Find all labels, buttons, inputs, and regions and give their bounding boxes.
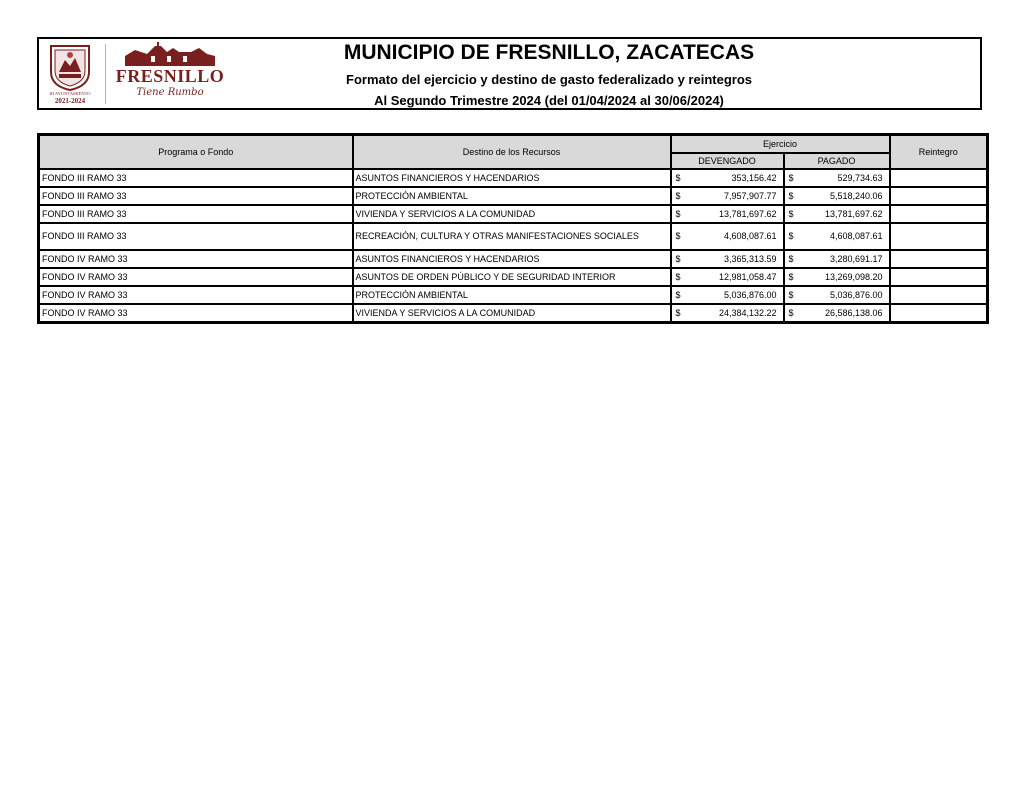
expenditure-table [37, 133, 989, 324]
cell-accrued [671, 169, 784, 187]
cell-destination: PROTECCIÓN AMBIENTAL [353, 187, 671, 205]
table-row [39, 304, 988, 323]
currency-symbol: $ [675, 190, 681, 201]
cell-program: FONDO IV RAMO 33 [39, 250, 353, 268]
cell-paid [784, 286, 890, 304]
table-row [39, 250, 988, 268]
currency-symbol: $ [675, 208, 681, 219]
paid-amount: 529,734.63 [837, 172, 883, 183]
currency-symbol: $ [675, 172, 681, 183]
cell-accrued [671, 304, 784, 323]
cell-program: FONDO IV RAMO 33 [39, 286, 353, 304]
accrued-amount: 3,365,313.59 [723, 253, 777, 264]
table-row [39, 223, 988, 250]
cell-program: FONDO III RAMO 33 [39, 223, 353, 250]
accrued-amount: 13,781,697.62 [718, 208, 777, 219]
col-header-program: Programa o Fondo [39, 135, 353, 169]
cell-paid [784, 205, 890, 223]
cell-refund [890, 187, 988, 205]
table-row [39, 169, 988, 187]
cell-refund [890, 169, 988, 187]
currency-symbol: $ [675, 271, 681, 282]
accrued-amount: 7,957,907.77 [723, 190, 777, 201]
logo-divider [105, 44, 106, 104]
cell-paid [784, 304, 890, 323]
municipal-seal-logo [45, 42, 95, 106]
logo-title: FRESNILLO [115, 66, 225, 86]
cell-program: FONDO IV RAMO 33 [39, 304, 353, 323]
cell-accrued [671, 223, 784, 250]
col-header-refund: Reintegro [890, 135, 988, 169]
cell-paid [784, 268, 890, 286]
currency-symbol: $ [788, 289, 794, 300]
cell-program: FONDO III RAMO 33 [39, 205, 353, 223]
currency-symbol: $ [675, 307, 681, 318]
cell-refund [890, 304, 988, 323]
cell-refund [890, 223, 988, 250]
cell-accrued [671, 286, 784, 304]
currency-symbol: $ [675, 231, 681, 241]
church-skyline-icon [111, 42, 229, 68]
cell-program: FONDO IV RAMO 33 [39, 268, 353, 286]
paid-amount: 13,269,098.20 [824, 271, 883, 282]
currency-symbol: $ [788, 271, 794, 282]
cell-paid [784, 223, 890, 250]
paid-amount: 13,781,697.62 [824, 208, 883, 219]
paid-amount: 3,280,691.17 [829, 253, 883, 264]
cell-paid [784, 187, 890, 205]
cell-refund [890, 250, 988, 268]
accrued-amount: 353,156.42 [731, 172, 777, 183]
cell-accrued [671, 205, 784, 223]
cell-destination: ASUNTOS DE ORDEN PÚBLICO Y DE SEGURIDAD INTERIOR [353, 268, 671, 286]
cell-refund [890, 205, 988, 223]
cell-destination: VIVIENDA Y SERVICIOS A LA COMUNIDAD [353, 205, 671, 223]
table-row [39, 187, 988, 205]
currency-symbol: $ [788, 307, 794, 318]
table-body [39, 169, 988, 323]
currency-symbol: $ [788, 231, 794, 241]
currency-symbol: $ [675, 289, 681, 300]
page-subtitle: Formato del ejercicio y destino de gasto federalizado y reintegros [346, 72, 752, 87]
cell-program: FONDO III RAMO 33 [39, 187, 353, 205]
table-row [39, 268, 988, 286]
cell-accrued [671, 250, 784, 268]
col-header-destination: Destino de los Recursos [353, 135, 671, 169]
seal-line-2: 2021-2024 [54, 97, 86, 105]
accrued-amount: 4,608,087.61 [723, 231, 777, 241]
currency-symbol: $ [788, 190, 794, 201]
currency-symbol: $ [675, 253, 681, 264]
fresnillo-logo [111, 42, 229, 108]
document-header [37, 37, 982, 110]
accrued-amount: 12,981,058.47 [718, 271, 777, 282]
seal-line-1: III AYUNTAMIENTO [49, 91, 91, 96]
table-row [39, 205, 988, 223]
cell-destination: RECREACIÓN, CULTURA Y OTRAS MANIFESTACIONES SOCIALES [353, 223, 671, 250]
accrued-amount: 5,036,876.00 [723, 289, 777, 300]
paid-amount: 5,036,876.00 [829, 289, 883, 300]
cell-refund [890, 268, 988, 286]
cell-destination: ASUNTOS FINANCIEROS Y HACENDARIOS [353, 169, 671, 187]
report-period: Al Segundo Trimestre 2024 (del 01/04/2024 al 30/06/2024) [374, 93, 724, 108]
col-header-exercise: Ejercicio [671, 135, 890, 153]
currency-symbol: $ [788, 253, 794, 264]
col-header-paid: PAGADO [784, 153, 890, 169]
table-row [39, 286, 988, 304]
paid-amount: 4,608,087.61 [829, 231, 883, 241]
accrued-amount: 24,384,132.22 [718, 307, 777, 318]
cell-paid [784, 169, 890, 187]
paid-amount: 5,518,240.06 [829, 190, 883, 201]
currency-symbol: $ [788, 208, 794, 219]
cell-destination: ASUNTOS FINANCIEROS Y HACENDARIOS [353, 250, 671, 268]
cell-program: FONDO III RAMO 33 [39, 169, 353, 187]
cell-destination: PROTECCIÓN AMBIENTAL [353, 286, 671, 304]
cell-destination: VIVIENDA Y SERVICIOS A LA COMUNIDAD [353, 304, 671, 323]
logos [45, 42, 235, 108]
page-title: MUNICIPIO DE FRESNILLO, ZACATECAS [343, 41, 755, 64]
cell-refund [890, 286, 988, 304]
col-header-accrued: DEVENGADO [671, 153, 784, 169]
currency-symbol: $ [788, 172, 794, 183]
cell-accrued [671, 187, 784, 205]
cell-paid [784, 250, 890, 268]
logo-tagline: Tiene Rumbo [136, 87, 204, 98]
paid-amount: 26,586,138.06 [824, 307, 883, 318]
cell-accrued [671, 268, 784, 286]
